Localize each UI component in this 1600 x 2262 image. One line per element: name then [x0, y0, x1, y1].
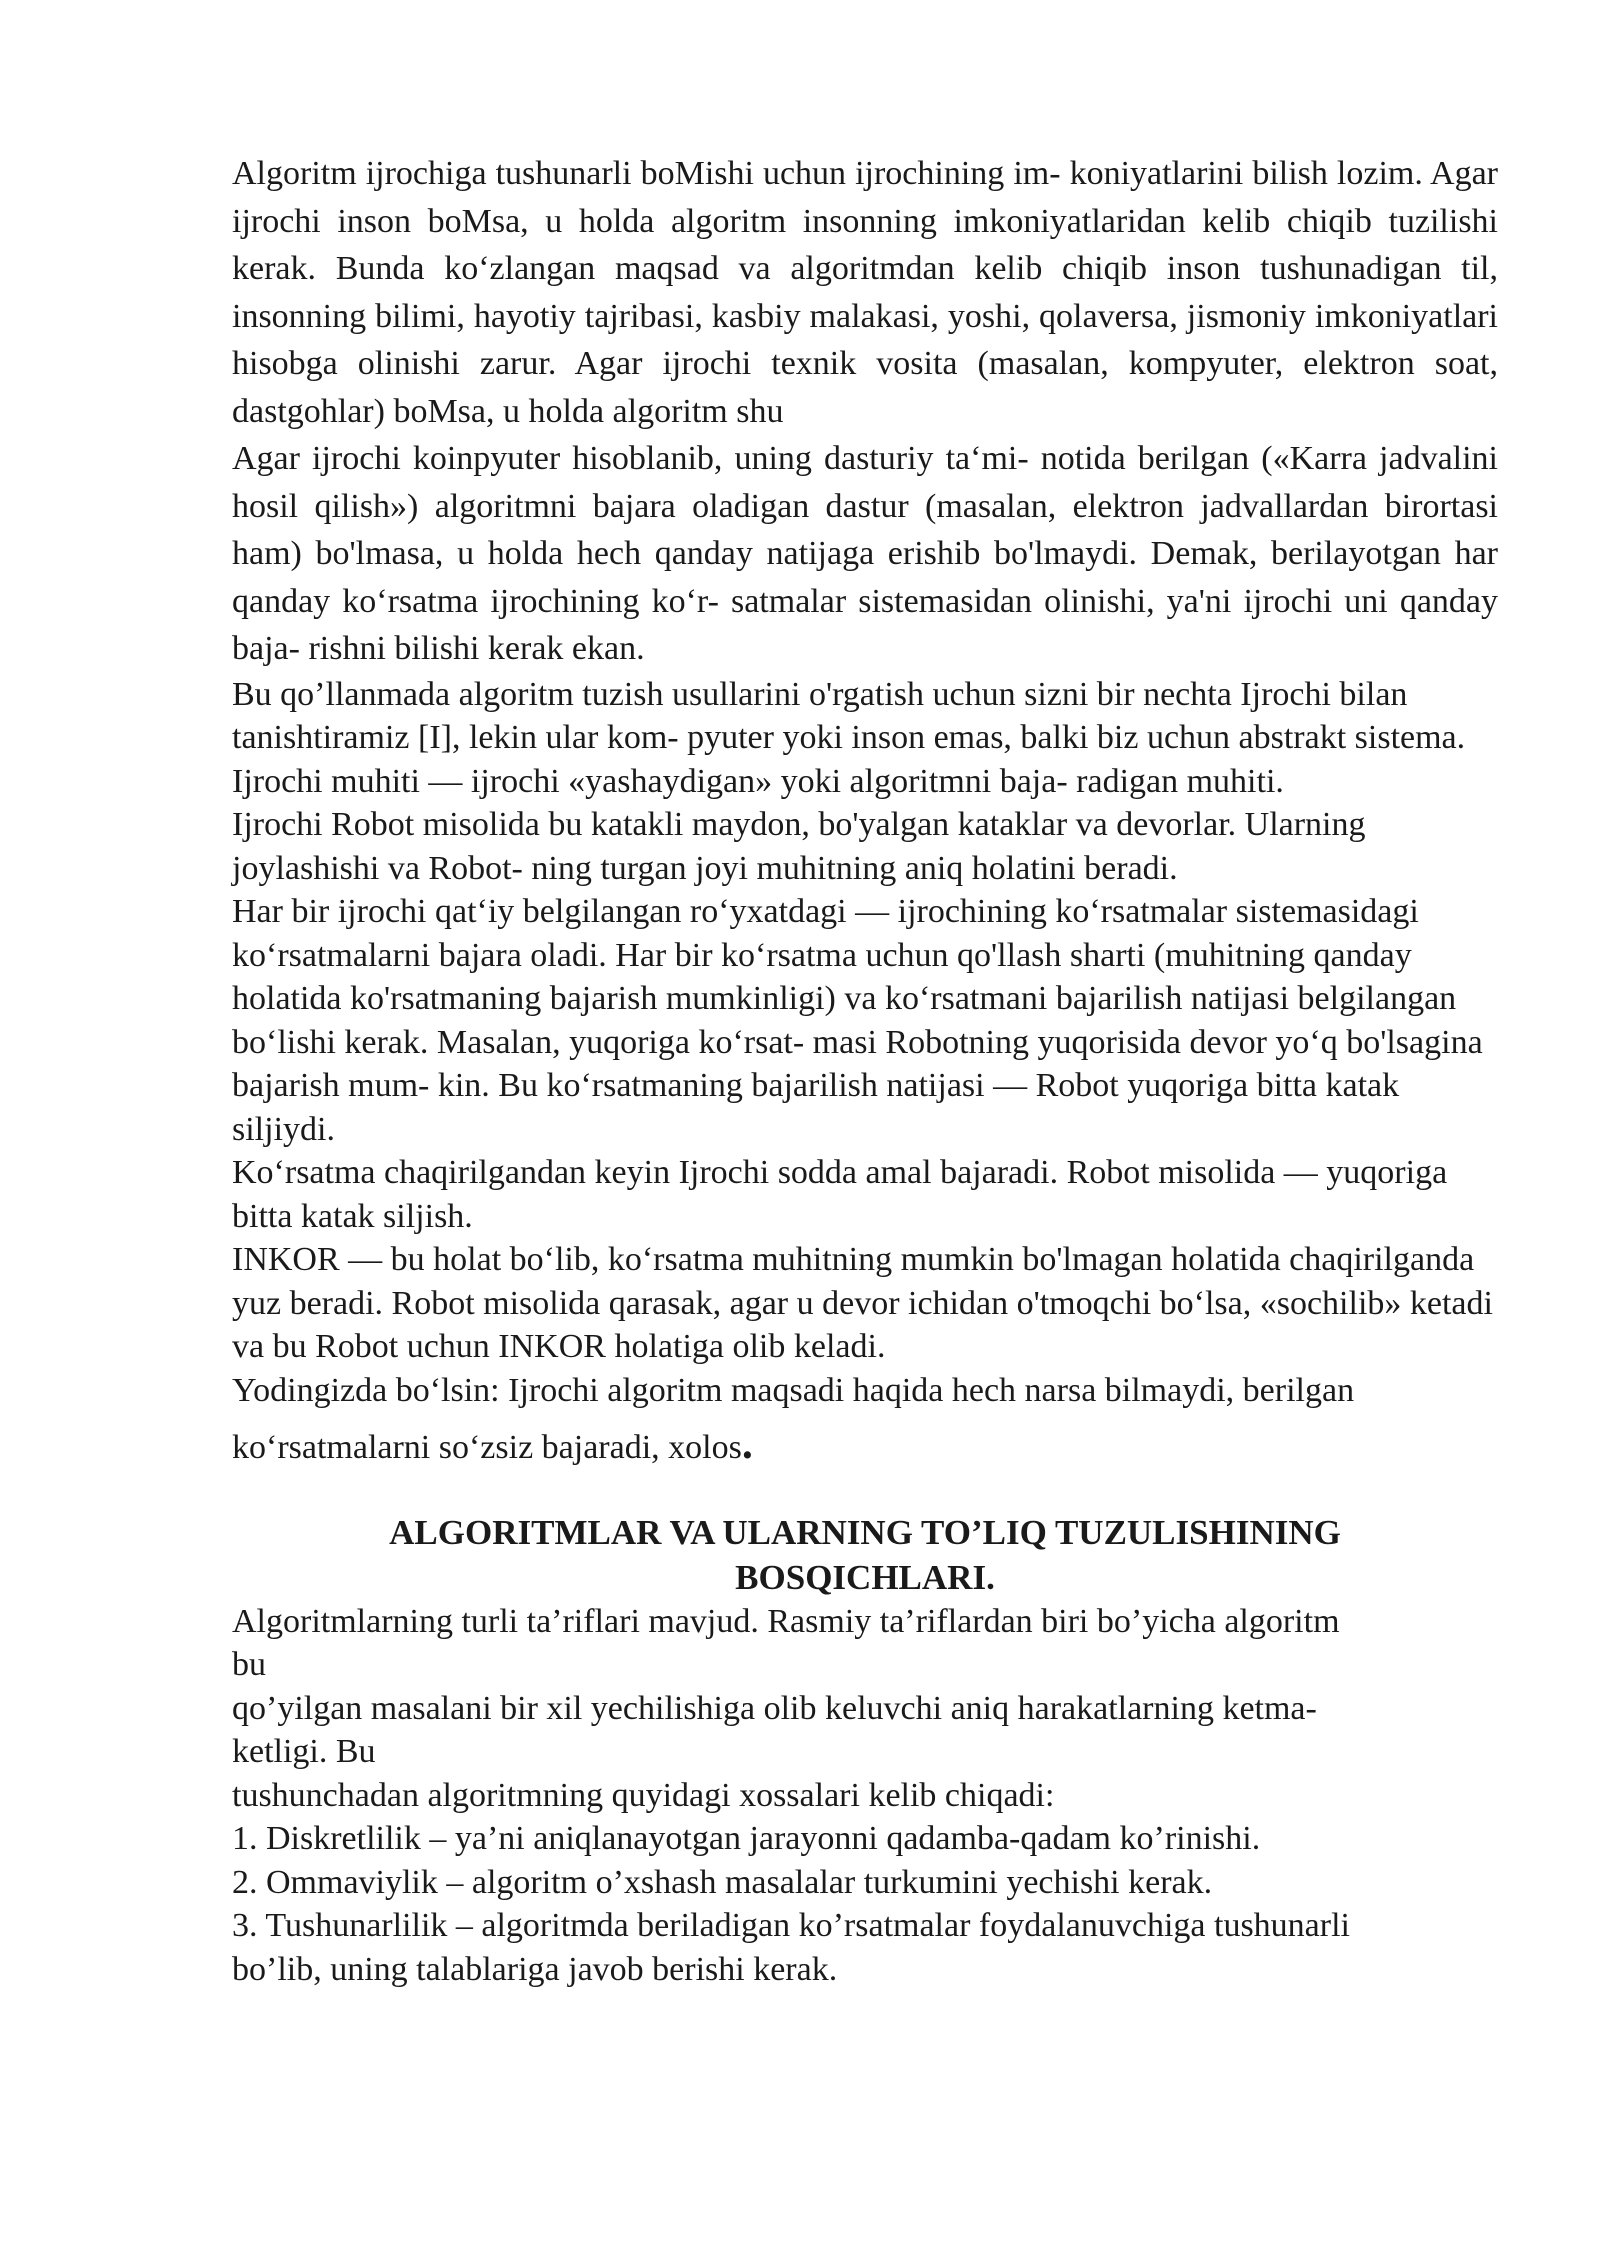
paragraph-remember: Yodingizda bo‘lsin: Ijrochi algoritm maqsadi haqida hech narsa bilmaydi, berilgan [232, 1371, 1355, 1409]
remember-end-text: ko‘rsatmalarni so‘zsiz bajaradi, xolos [232, 1429, 742, 1466]
list-item-understandability-cont: bo’lib, uning talablariga javob berishi kerak. [232, 1950, 838, 1988]
section-line: Algoritmlarning turli ta’riflari mavjud. Rasmiy ta’riflardan biri bo’yicha algoritm [232, 1602, 1340, 1640]
section-heading-line-1: ALGORITMLAR VA ULARNING TO’LIQ TUZULISHINING [389, 1512, 1341, 1552]
list-item-mass-character: 2. Ommaviylik – algoritm o’xshash masalalar turkumini yechishi kerak. [232, 1863, 1213, 1901]
paragraph-executor-environment: Ijrochi muhiti — ijrochi «yashaydigan» yoki algoritmni baja- radigan muhiti. [232, 762, 1284, 800]
paragraph-abstract-system: Bu qo’llanmada algoritm tuzish usullarini o'rgatish uchun sizni bir nechta Ijrochi bilan tanishtiramiz [I], lekin ular kom- pyuter yoki inson emas, balki biz uchun abstrakt sistema. [232, 675, 1466, 756]
paragraph-inkor: INKOR — bu holat bo‘lib, ko‘rsatma muhitning mumkin bo'lmagan holatida chaqirilganda yuz beradi. Robot misolida qarasak, agar u devor ichidan o'tmoqchi bo‘lsa, «sochilib» ketadi va bu Robot uchun INKOR holatiga olib keladi. [232, 1241, 1493, 1365]
section-body [232, 1600, 1498, 1992]
section-heading-line-2: BOSQICHLARI. [735, 1557, 995, 1597]
document-page [232, 150, 1498, 1991]
section-line: qo’yilgan masalani bir xil yechilishiga olib keluvchi aniq harakatlarning ketma- [232, 1689, 1317, 1727]
paragraph-remember-end [232, 1419, 1498, 1470]
paragraph-command-system: Har bir ijrochi qat‘iy belgilangan ro‘yxatdagi — ijrochining ko‘rsatmalar sistemasidagi ko‘rsatmalarni bajara oladi. Har bir ko‘rsatma uchun qo'llash sharti (muhitning qanday holatida ko'rsatmaning bajarish mumkinligi) va ko‘rsatmani bajarilish natijasi belgilangan bo‘lishi kerak. Masalan, yuqoriga ko‘rsat- masi Robotning yuqorisida devor yo‘q bo'lsagina bajarish mum- kin. Bu ko‘rsatmaning bajarilish natijasi — Robot yuqoriga bitta katak siljiydi. [232, 893, 1483, 1148]
section-line: bu [232, 1646, 266, 1683]
section-line: ketligi. Bu [232, 1733, 376, 1770]
section-line: tushunchadan algoritmning quyidagi xossalari kelib chiqadi: [232, 1776, 1055, 1814]
paragraph-command-call: Ko‘rsatma chaqirilgandan keyin Ijrochi sodda amal bajaradi. Robot misolida — yuqoriga bitta katak siljish. [232, 1154, 1448, 1235]
paragraph-robot-field: Ijrochi Robot misolida bu katakli maydon, bo'yalgan kataklar va devorlar. Ularning joylashishi va Robot- ning turgan joyi muhitning aniq holatini beradi. [232, 806, 1366, 887]
list-item-discreteness: 1. Diskretlilik – ya’ni aniqlanayotgan jarayonni qadamba-qadam ko’rinishi. [232, 1820, 1261, 1857]
list-item-understandability: 3. Tushunarlilik – algoritmda beriladigan ko’rsatmalar foydalanuvchiga tushunarli [232, 1907, 1350, 1944]
remember-end-period: . [741, 1419, 753, 1468]
section-heading [232, 1510, 1498, 1600]
paragraph-executor-capabilities: Algoritm ijrochiga tushunarli boMishi uchun ijrochining im- koniyatlarini bilish lozim. Agar ijrochi inson boMsa, u holda algoritm insonning imkoniyatlaridan kelib chiqib tuzilishi kerak. Bunda ko‘zlangan maqsad va algoritmdan kelib chiqib inson tushunadigan til, insonning bilimi, hayotiy tajribasi, kasbiy malakasi, yoshi, qolaversa, jismoniy imkoniyatlari hisobga olinishi zarur. Agar ijrochi texnik vosita (masalan, kompyuter, elektron soat, dastgohlar) boMsa, u holda algoritm shu [232, 155, 1498, 430]
paragraph-computer-executor: Agar ijrochi koinpyuter hisoblanib, uning dasturiy ta‘mi- notida berilgan («Karra jadvalini hosil qilish») algoritmni bajara oladigan dastur (masalan, elektron jadvallardan birortasi ham) bo'lmasa, u holda hech qanday natijaga erishib bo'lmaydi. Demak, berilayotgan har qanday ko‘rsatma ijrochining ko‘r- satmalar sistemasidan olinishi, ya'ni ijrochi uni qanday baja- rishni bilishi kerak ekan. [232, 440, 1498, 667]
